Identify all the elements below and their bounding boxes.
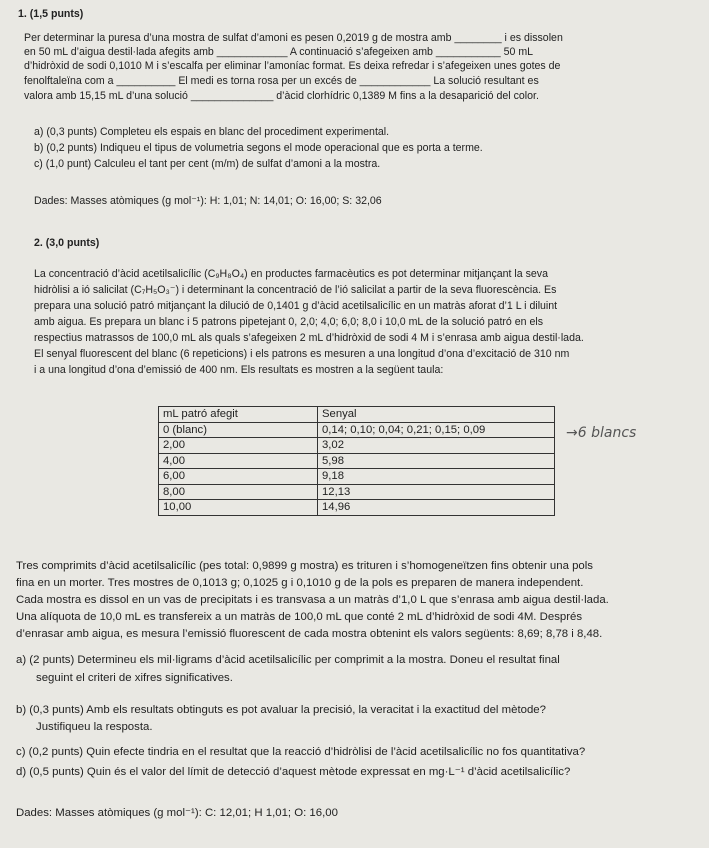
p1-question-b: b) (0,2 punts) Indiqueu el tipus de volumetria segons el mode operacional que es porta a terme. xyxy=(34,142,483,154)
p1-line-4: fenolftaleïna com a __________ El medi es torna rosa per un excés de ____________ La solució resultant es xyxy=(24,75,539,87)
table-cell: 9,18 xyxy=(318,469,555,485)
p2-text-1: Tres comprimits d’àcid acetilsalicílic (pes total: 0,9899 g mostra) es trituren i s’homogeneïtzen fins obtenir una pols xyxy=(16,560,593,572)
table-row xyxy=(159,438,555,454)
p2-line-2: hidròlisi a ió salicilat (C₇H₅O₃⁻) i determinant la concentració de l’ió salicilat a partir de la seva fluorescència. Es xyxy=(34,284,557,296)
p1-line-5: valora amb 15,15 mL d’una solució ______________ d’àcid clorhídric 0,1389 M fins a la desaparició del color. xyxy=(24,90,539,102)
table-cell: 6,00 xyxy=(159,469,318,485)
problem-1-header: 1. (1,5 punts) xyxy=(18,8,84,20)
p2-line-4: amb aigua. Es prepara un blanc i 5 patrons pipetejant 0, 2,0; 4,0; 6,0; 8,0 i 10,0 mL de la solució patró en els xyxy=(34,316,544,328)
p2-question-d: d) (0,5 punts) Quin és el valor del límit de detecció d’aquest mètode expressat en mg·L⁻¹ d’àcid acetilsalicílic? xyxy=(16,766,571,778)
handwritten-annotation: →6 blancs xyxy=(566,425,637,441)
p1-line-3: d’hidròxid de sodi 0,1010 M i s’escalfa per eliminar l’amoníac format. Es deixa refredar i s’afegeixen unes gotes de xyxy=(24,60,561,72)
table-cell: 8,00 xyxy=(159,484,318,500)
p2-question-b-2: Justifiqueu la resposta. xyxy=(36,721,153,733)
table-row xyxy=(159,484,555,500)
p2-line-7: i a una longitud d’ona d’emissió de 400 nm. Els resultats es mostren a la següent taula: xyxy=(34,364,444,376)
table-cell: 4,00 xyxy=(159,453,318,469)
p2-text-4: Una alíquota de 10,0 mL es transfereix a un matràs de 100,0 mL que conté 2 mL d’hidròxid de sodi 4M. Després xyxy=(16,611,583,623)
table-cell: 10,00 xyxy=(159,500,318,516)
results-table xyxy=(158,406,555,516)
p2-line-1: La concentració d’àcid acetilsalicílic (C₉H₈O₄) en productes farmacèutics es pot determinar mitjançant la seva xyxy=(34,268,548,280)
p2-text-2: fina en un morter. Tres mostres de 0,1013 g; 0,1025 g i 0,1010 g de la pols es preparen de manera independent. xyxy=(16,577,584,589)
table-cell: 3,02 xyxy=(318,438,555,454)
table-cell: 0,14; 0,10; 0,04; 0,21; 0,15; 0,09 xyxy=(318,422,555,438)
table-cell: 2,00 xyxy=(159,438,318,454)
table-row xyxy=(159,422,555,438)
p2-dades: Dades: Masses atòmiques (g mol⁻¹): C: 12,01; H 1,01; O: 16,00 xyxy=(16,807,338,819)
p2-text-5: d’enrasar amb aigua, es mesura l’emissió fluorescent de cada mostra obtenint els valors següents: 8,69; 8,78 i 8,48. xyxy=(16,628,603,640)
table-cell: 14,96 xyxy=(318,500,555,516)
table-cell: 12,13 xyxy=(318,484,555,500)
p2-question-a-2: seguint el criteri de xifres significatives. xyxy=(36,672,233,684)
table-header-cell: Senyal xyxy=(318,407,555,423)
p2-question-c: c) (0,2 punts) Quin efecte tindria en el resultat que la reacció d’hidròlisi de l’àcid acetilsalicílic no fos quantitativa? xyxy=(16,746,586,758)
p2-line-5: respectius matrassos de 100,0 mL als quals s’afegeixen 2 mL d’hidròxid de sodi 4 M i s’enrasa amb aigua destil·lada. xyxy=(34,332,584,344)
table-row xyxy=(159,469,555,485)
table-header-cell: mL patró afegit xyxy=(159,407,318,423)
table-row xyxy=(159,500,555,516)
table-cell: 5,98 xyxy=(318,453,555,469)
p1-line-2: en 50 mL d’aigua destil·lada afegits amb ____________ A continuació s’afegeixen amb ___________ 50 mL xyxy=(24,46,534,58)
p1-dades: Dades: Masses atòmiques (g mol⁻¹): H: 1,01; N: 14,01; O: 16,00; S: 32,06 xyxy=(34,195,382,207)
p1-line-1: Per determinar la puresa d’una mostra de sulfat d’amoni es pesen 0,2019 g de mostra amb ________ i es dissolen xyxy=(24,32,563,44)
table-cell: 0 (blanc) xyxy=(159,422,318,438)
p2-line-6: El senyal fluorescent del blanc (6 repeticions) i els patrons es mesuren a una longitud d’ona d’excitació de 310 nm xyxy=(34,348,570,360)
p2-text-3: Cada mostra es dissol en un vas de precipitats i es transvasa a un matràs d’1,0 L que s’enrasa amb aigua destil·lada. xyxy=(16,594,609,606)
p2-question-a-1: a) (2 punts) Determineu els mil·ligrams d’àcid acetilsalicílic per comprimit a la mostra. Doneu el resultat final xyxy=(16,654,560,666)
p2-question-b-1: b) (0,3 punts) Amb els resultats obtinguts es pot avaluar la precisió, la veracitat i la exactitud del mètode? xyxy=(16,704,546,716)
p1-question-a: a) (0,3 punts) Completeu els espais en blanc del procediment experimental. xyxy=(34,126,390,138)
problem-2-header: 2. (3,0 punts) xyxy=(34,237,100,249)
p1-question-c: c) (1,0 punt) Calculeu el tant per cent (m/m) de sulfat d’amoni a la mostra. xyxy=(34,158,381,170)
table-header-row xyxy=(159,407,555,423)
table-row xyxy=(159,453,555,469)
p2-line-3: prepara una solució patró mitjançant la dilució de 0,1401 g d’àcid acetilsalicílic en un matràs aforat d’1 L i diluint xyxy=(34,300,558,312)
